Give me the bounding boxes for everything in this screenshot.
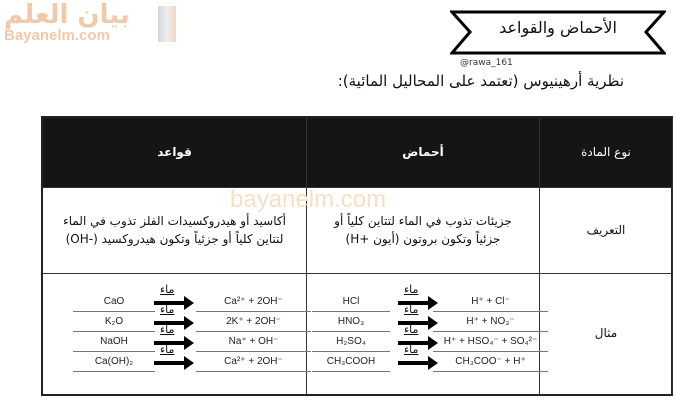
definition-label: التعريف xyxy=(540,188,673,274)
acids-definition: جزيئات تذوب في الماء لتتاين كلياً أو جزئياً وتكون بروتون (أيون +H) xyxy=(307,188,540,274)
watermark-center: bayanelm.com xyxy=(230,186,387,213)
header-bases: قواعد xyxy=(43,118,307,188)
reactant: CaO xyxy=(73,292,155,312)
products: H⁺ + HSO₄⁻ + SO₄²⁻ xyxy=(433,332,548,352)
arrow-label: ماء xyxy=(160,343,175,356)
example-label: مثال xyxy=(540,274,673,394)
arrow-label: ماء xyxy=(404,323,419,336)
watermark-arabic: بيان العلم xyxy=(4,0,130,30)
reactant: K₂O xyxy=(73,312,155,332)
products: Na⁺ + OH⁻ xyxy=(196,332,311,352)
header-type: نوع المادة xyxy=(540,118,673,188)
reactant: H₂SO₄ xyxy=(312,332,390,352)
author-handle: @rawa_161 xyxy=(460,58,513,68)
bases-definition: أكاسيد أو هيدروكسيدات الفلز تذوب في الماء لتتاين كلياً أو جزئياً وتكون هيدروكسيد (-OH) xyxy=(43,188,307,274)
products: Ca²⁺ + 2OH⁻ xyxy=(196,352,311,372)
arrow-label: ماء xyxy=(404,343,419,356)
arrow-label: ماء xyxy=(160,303,175,316)
arrow-label: ماء xyxy=(404,303,419,316)
reactant: HNO₃ xyxy=(312,312,390,332)
reactant: CH₃COOH xyxy=(312,352,390,372)
watermark-building-icon xyxy=(158,6,176,42)
products: H⁺ + Cl⁻ xyxy=(433,292,548,312)
products: 2K⁺ + 2OH⁻ xyxy=(196,312,311,332)
header-acids: أحماض xyxy=(307,118,540,188)
watermark-latin: Bayanelm.com xyxy=(4,27,110,44)
reactant: Ca(OH)₂ xyxy=(73,352,155,372)
products: Ca²⁺ + 2OH⁻ xyxy=(196,292,311,312)
reactant: NaOH xyxy=(73,332,155,352)
reactant: HCl xyxy=(312,292,390,312)
arrow-label: ماء xyxy=(160,323,175,336)
page-title: الأحماض والقواعد xyxy=(499,18,617,37)
watermark-logo xyxy=(4,2,130,43)
products: CH₃COO⁻ + H⁺ xyxy=(433,352,548,372)
section-subtitle: نظرية أرهينيوس (تعتمد على المحاليل المائية): xyxy=(337,72,624,90)
arrow-label: ماء xyxy=(160,283,175,296)
arrow-icon xyxy=(154,343,196,372)
products: H⁺ + NO₃⁻ xyxy=(433,312,548,332)
arrow-label: ماء xyxy=(404,283,419,296)
